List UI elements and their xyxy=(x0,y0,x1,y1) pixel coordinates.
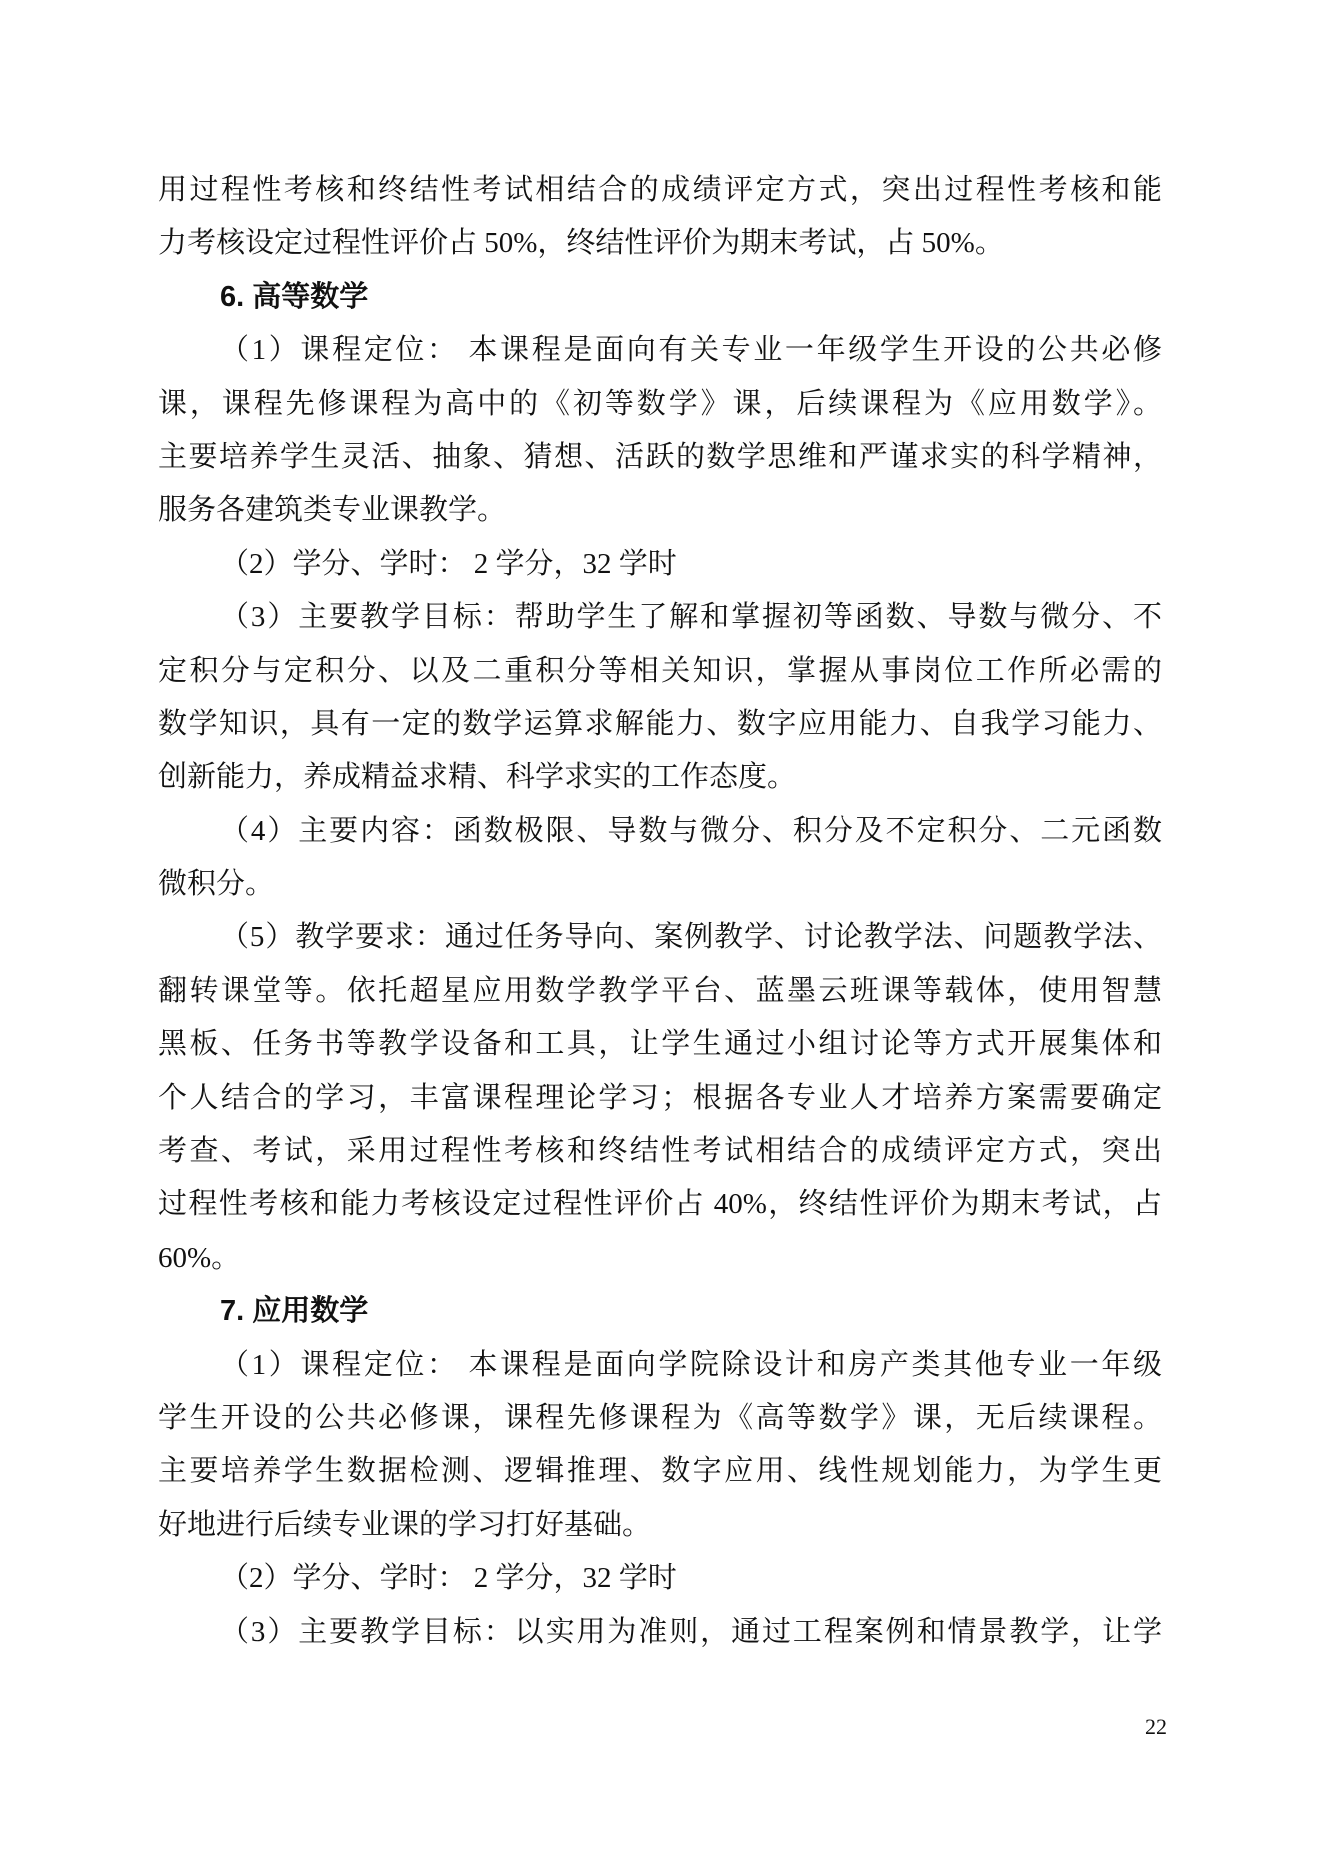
document-body xyxy=(158,164,1162,1659)
text-line: 主要培养学生灵活、抽象、猜想、活跃的数学思维和严谨求实的科学精神， xyxy=(158,440,1162,473)
text-line: 好地进行后续专业课的学习打好基础。 xyxy=(158,1508,652,1541)
text-line: （2）学分、学时： 2 学分，32 学时 xyxy=(220,1562,677,1595)
text-line: （1）课程定位： 本课程是面向学院除设计和房产类其他专业一年级 xyxy=(220,1348,1162,1381)
text-line: （3）主要教学目标：帮助学生了解和掌握初等函数、导数与微分、不 xyxy=(220,601,1162,634)
section-heading: 6. 高等数学 xyxy=(220,280,369,313)
text-line: 学生开设的公共必修课，课程先修课程为《高等数学》课，无后续课程。 xyxy=(158,1401,1162,1434)
text-line: 主要培养学生数据检测、逻辑推理、数字应用、线性规划能力，为学生更 xyxy=(158,1455,1162,1488)
text-line: 数学知识，具有一定的数学运算求解能力、数字应用能力、自我学习能力、 xyxy=(158,707,1162,740)
text-line: 黑板、任务书等教学设备和工具，让学生通过小组讨论等方式开展集体和 xyxy=(158,1028,1162,1061)
section-heading: 7. 应用数学 xyxy=(220,1295,369,1328)
text-line: （5）教学要求：通过任务导向、案例教学、讨论教学法、问题教学法、 xyxy=(220,921,1162,954)
text-line: 定积分与定积分、以及二重积分等相关知识，掌握从事岗位工作所必需的 xyxy=(158,654,1162,687)
text-line: 考查、考试，采用过程性考核和终结性考试相结合的成绩评定方式，突出 xyxy=(158,1135,1162,1168)
text-line: 过程性考核和能力考核设定过程性评价占 40%，终结性评价为期末考试，占 xyxy=(158,1188,1162,1221)
text-line: 微积分。 xyxy=(158,868,275,901)
text-line: （2）学分、学时： 2 学分，32 学时 xyxy=(220,547,677,580)
text-line: 创新能力，养成精益求精、科学求实的工作态度。 xyxy=(158,761,797,794)
text-line: 用过程性考核和终结性考试相结合的成绩评定方式，突出过程性考核和能 xyxy=(158,174,1162,206)
text-line: 翻转课堂等。依托超星应用数学教学平台、蓝墨云班课等载体，使用智慧 xyxy=(158,974,1162,1007)
text-line: 课，课程先修课程为高中的《初等数学》课，后续课程为《应用数学》。 xyxy=(158,387,1162,420)
page-number: 22 xyxy=(1145,1714,1167,1739)
text-line: （4）主要内容：函数极限、导数与微分、积分及不定积分、二元函数 xyxy=(220,814,1162,847)
text-line: 个人结合的学习，丰富课程理论学习；根据各专业人才培养方案需要确定 xyxy=(158,1081,1162,1114)
text-line: 服务各建筑类专业课教学。 xyxy=(158,494,507,527)
text-line: 力考核设定过程性评价占 50%，终结性评价为期末考试，占 50%。 xyxy=(158,227,1004,260)
text-line: 60%。 xyxy=(158,1241,241,1274)
text-line: （1）课程定位： 本课程是面向有关专业一年级学生开设的公共必修 xyxy=(220,334,1162,367)
text-line: （3）主要教学目标：以实用为准则，通过工程案例和情景教学，让学 xyxy=(220,1615,1162,1648)
